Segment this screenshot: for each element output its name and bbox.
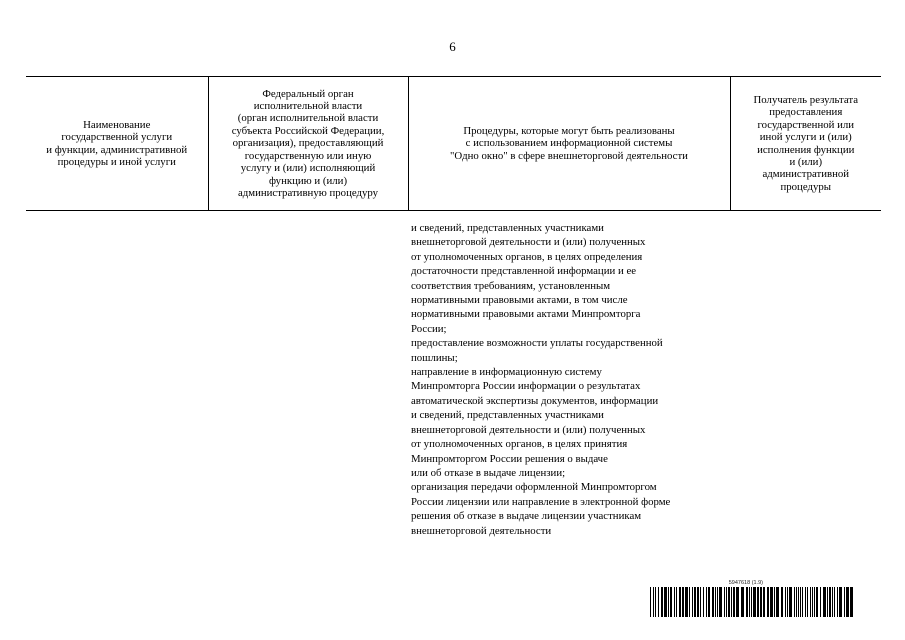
header-service-name	[26, 77, 208, 211]
text-line: от уполномоченных органов, в целях определения	[411, 250, 643, 263]
text-line: или об отказе в выдаче лицензии;	[411, 466, 566, 479]
text-line: Наименование	[83, 118, 151, 131]
procedures-text	[411, 221, 741, 538]
text-line: иной услуги и (или)	[759, 131, 852, 144]
text-line: административной	[762, 168, 850, 181]
text-line: автоматической экспертизы документов, информации	[411, 394, 659, 407]
text-line: и сведений, представленных участниками	[411, 409, 604, 422]
text-line: Минпромторга России информации о результатах	[411, 380, 641, 393]
text-line: государственной или	[757, 118, 855, 131]
text-line: пошлины;	[411, 351, 458, 364]
text-line: Процедуры, которые могут быть реализованы	[463, 124, 675, 137]
text-line: от уполномоченных органов, в целях принятия	[411, 438, 628, 451]
text-line: и (или)	[789, 155, 823, 168]
text-line: и функции, административной	[46, 143, 188, 156]
text-line: функцию и (или)	[268, 174, 348, 187]
barcode-icon	[650, 587, 855, 617]
text-line: внешнеторговой деятельности и (или) полученных	[411, 236, 646, 249]
text-line: исполнения функции	[757, 143, 855, 156]
text-line: процедуры	[780, 180, 832, 193]
text-line: процедуры и иной услуги	[57, 155, 176, 168]
text-line: соответствия требованиям, установленным	[411, 279, 611, 292]
text-line: достаточности представленной информации и ее	[411, 265, 637, 278]
text-line: организация передачи оформленной Минпромторгом	[411, 481, 657, 494]
text-line: с использованием информационной системы	[465, 137, 673, 150]
text-line: субъекта Российской Федерации,	[231, 124, 385, 137]
text-line: внешнеторговой деятельности и (или) полученных	[411, 423, 646, 436]
text-line: нормативными правовыми актами, в том числе	[411, 294, 628, 307]
text-line: внешнеторговой деятельности	[411, 524, 552, 537]
text-line: решения об отказе в выдаче лицензии участникам	[411, 510, 642, 523]
text-line: (орган исполнительной власти	[237, 112, 379, 125]
header-result-recipient	[730, 77, 881, 211]
text-line: государственной услуги	[61, 131, 173, 144]
text-line: исполнительной власти	[253, 100, 363, 113]
text-line: нормативными правовыми актами Минпромторга	[411, 308, 641, 321]
text-line: услугу и (или) исполняющий	[240, 162, 376, 175]
header-executive-authority	[208, 77, 408, 211]
text-line: России лицензии или направление в электронной форме	[411, 495, 671, 508]
text-line: и сведений, представленных участниками	[411, 222, 604, 234]
header-procedures	[408, 77, 730, 211]
text-line: административную процедуру	[237, 186, 379, 199]
text-line: предоставление возможности уплаты государственной	[411, 337, 663, 350]
text-line: организация), предоставляющий	[232, 137, 384, 150]
table-header-row	[26, 77, 881, 211]
text-line: Федеральный орган	[262, 87, 354, 100]
text-line: Получатель результата	[753, 93, 858, 106]
barcode-block	[650, 580, 855, 617]
text-line: направление в информационную систему	[411, 366, 602, 379]
page-number: 6	[449, 39, 456, 54]
text-line: Минпромторгом России решения о выдаче	[411, 452, 608, 465]
text-line: предоставления	[769, 106, 843, 119]
barcode-label: 5947618 (1.9)	[728, 580, 763, 586]
procedures-table-header	[26, 76, 881, 211]
text-line: России;	[411, 322, 447, 335]
text-line: государственную или иную	[244, 149, 372, 162]
text-line: "Одно окно" в сфере внешнеторговой деятельности	[450, 149, 688, 162]
